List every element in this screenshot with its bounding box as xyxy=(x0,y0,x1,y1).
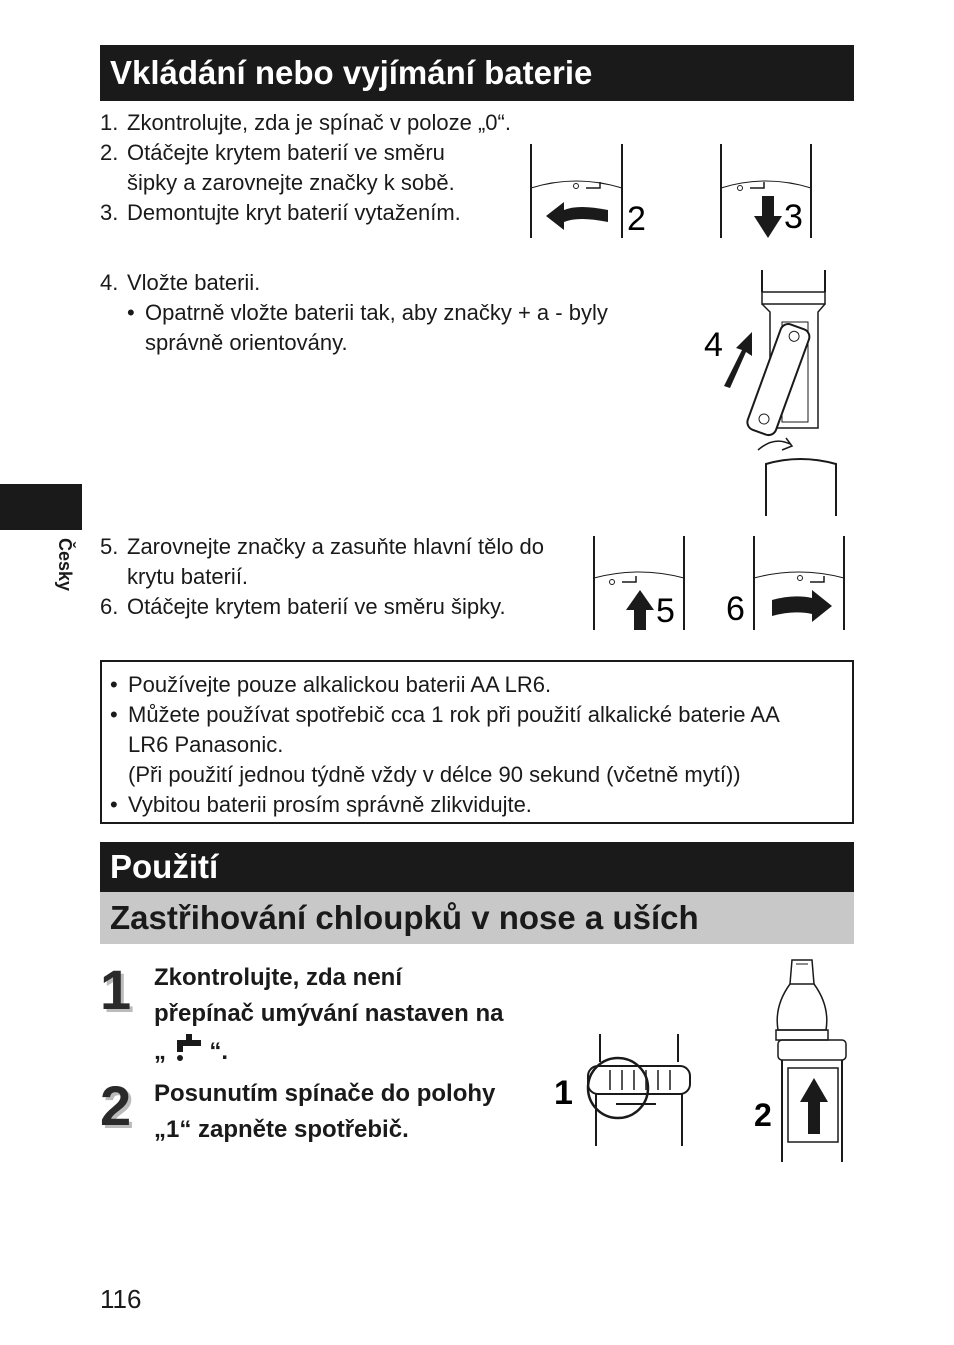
section-header-battery xyxy=(100,45,854,101)
subsection-header-trimming xyxy=(100,892,854,944)
figure-label: 2 xyxy=(627,200,646,238)
notes-box: • Používejte pouze alkalickou baterii AA LR6. • Můžete používat spotřebič cca 1 rok při použití alkalické baterie AA LR6 Panasonic. (Při použití jednou týdně vždy v délce 90 sekund (včetně mytí)) • Vybitou baterii prosím správně zlikvidujte. xyxy=(100,660,854,824)
arrow-left-icon xyxy=(546,202,608,230)
trimmer-switch-closeup xyxy=(550,1032,700,1150)
arrow-up-icon xyxy=(800,1078,828,1134)
arrow-down-icon xyxy=(754,196,782,238)
step-number-1: 1 xyxy=(100,958,132,1021)
step-4: 4. Vložte baterii. • Opatrně vložte baterii tak, aby značky + a - byly správně orientovány. xyxy=(100,270,608,355)
figure-rotate-lock xyxy=(724,536,850,632)
step-1: 1. Zkontrolujte, zda je spínač v poloze „0“. xyxy=(100,110,511,135)
note-item: • Vybitou baterii prosím správně zlikvidujte. xyxy=(110,792,532,817)
figure-label: 3 xyxy=(784,198,803,236)
usage-step-2: Posunutím spínače do polohy „1“ zapněte spotřebič. xyxy=(154,1080,496,1143)
step-number-2: 2 xyxy=(100,1074,132,1137)
section-title: Vkládání nebo vyjímání baterie xyxy=(110,54,593,91)
section-title: Použití xyxy=(110,848,219,885)
trimmer-illustration xyxy=(752,956,852,1166)
step-6: 6. Otáčejte krytem baterií ve směru šipky. xyxy=(100,594,506,619)
language-tab xyxy=(0,484,82,530)
figure-label: 4 xyxy=(704,326,723,364)
page-number: 116 xyxy=(100,1284,142,1314)
faucet-icon xyxy=(173,1032,203,1073)
figure-rotate-cover xyxy=(528,144,656,240)
note-item: • Používejte pouze alkalickou baterii AA LR6. xyxy=(110,672,552,697)
usage-step-1: Zkontrolujte, zda není přepínač umývání nastaven na „ “. xyxy=(154,960,554,1073)
step-3: 3. Demontujte kryt baterií vytažením. xyxy=(100,200,461,225)
figure-align-marks xyxy=(592,536,688,632)
section-header-usage xyxy=(100,842,854,892)
figure-label: 2 xyxy=(754,1097,772,1133)
figure-label: 5 xyxy=(656,592,675,630)
step-5: 5. Zarovnejte značky a zasuňte hlavní tělo do krytu baterií. xyxy=(100,534,545,589)
step-2: 2. Otáčejte krytem baterií ve směru šipky a zarovnejte značky k sobě. xyxy=(100,140,455,195)
language-label: Česky xyxy=(55,538,75,592)
figure-label: 6 xyxy=(726,590,745,628)
figure-label: 1 xyxy=(554,1074,573,1112)
figure-remove-cover xyxy=(718,144,818,240)
arrow-up-icon xyxy=(626,590,654,630)
steps-1-3 xyxy=(100,108,520,228)
subsection-title: Zastřihování chloupků v nose a uších xyxy=(110,899,699,936)
note-item: • Můžete používat spotřebič cca 1 rok při použití alkalické baterie AA xyxy=(110,702,780,727)
battery-illustration xyxy=(700,268,846,518)
steps-5-6 xyxy=(100,532,590,622)
arrow-right-icon xyxy=(772,590,832,622)
arrow-up-icon xyxy=(724,332,752,388)
